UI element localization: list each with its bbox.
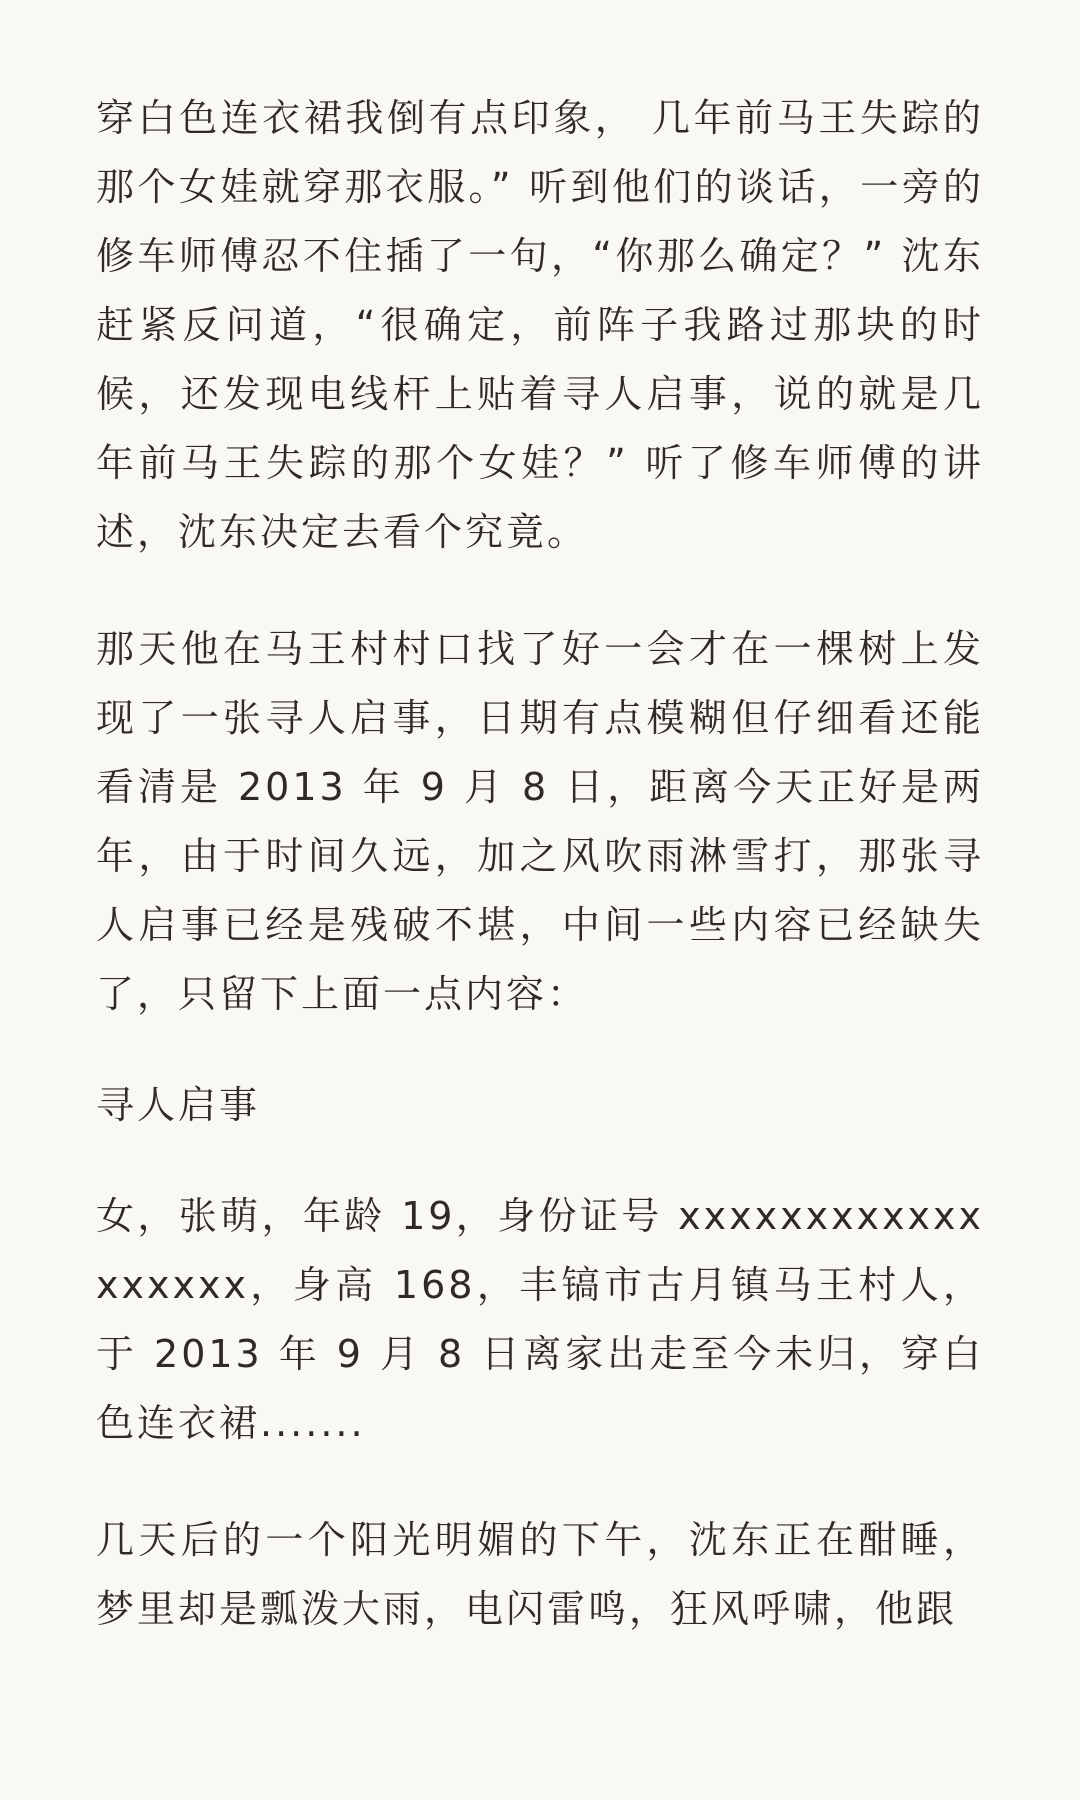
article-paragraph-1: 穿白色连衣裙我倒有点印象， 几年前马王失踪的那个女娃就穿那衣服。” 听到他们的谈话，一旁的修车师傅忍不住插了一句，“你那么确定？” 沈东赶紧反问道，“很确定，前阵子我路过那块的时候，还发现电线杆上贴着寻人启事，说的就是几年前马王失踪的那个女娃？” 听了修车师傅的讲述，沈东决定去看个究竟。 (96, 96, 984, 554)
notice-content: 女，张萌，年龄 19，身份证号 xxxxxxxxxxxxxxxxxx，身高 168，丰镐市古月镇马王村人，于 2013 年 9 月 8 日离家出走至今未归，穿白色连衣裙....... (96, 1194, 984, 1445)
article-paragraph-3: 几天后的一个阳光明媚的下午，沈东正在酣睡，梦里却是瓢泼大雨，电闪雷鸣，狂风呼啸，他跟 (96, 1518, 984, 1631)
article-paragraph-2: 那天他在马王村村口找了好一会才在一棵树上发现了一张寻人启事，日期有点模糊但仔细看还能看清是 2013 年 9 月 8 日，距离今天正好是两年，由于时间久远，加之风吹雨淋雪打，那张寻人启事已经是残破不堪，中间一些内容已经缺失了，只留下上面一点内容： (96, 627, 984, 1016)
notice-title: 寻人启事 (96, 1083, 261, 1127)
